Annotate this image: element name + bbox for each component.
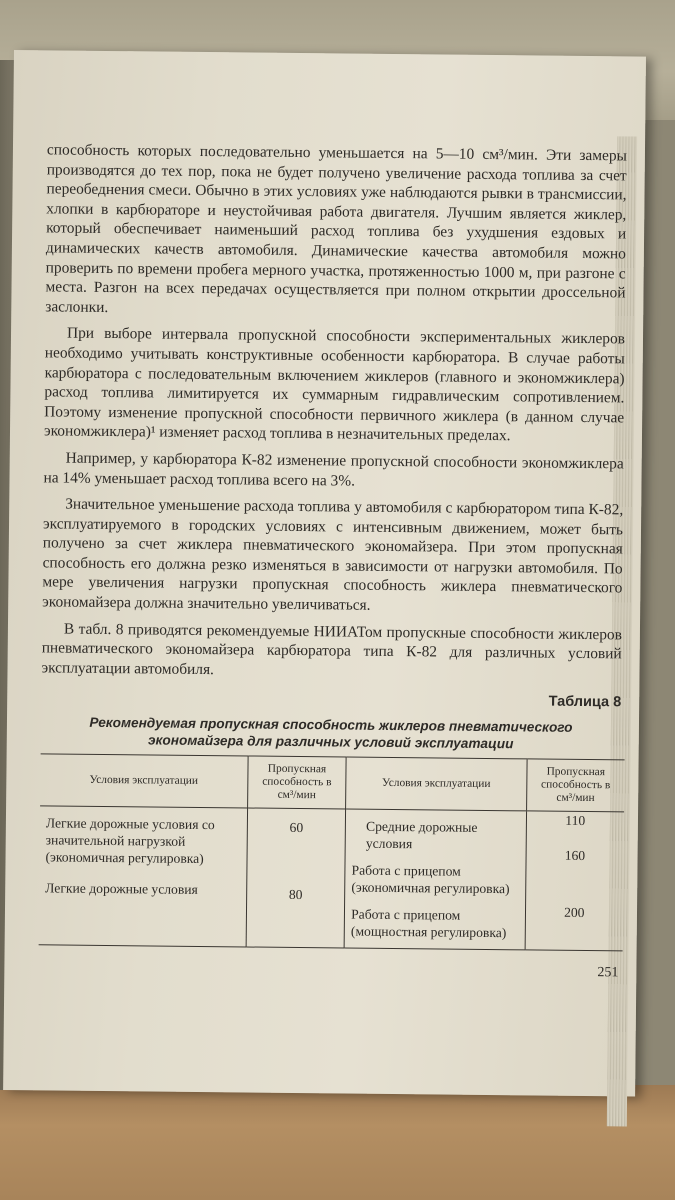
condition-trailer-power: Работа с прицепом (мощностная регулировка) (350, 906, 507, 941)
condition-light-loaded: Легкие дорожные условия со значительной нагрузкой (экономичная регулировка) (45, 815, 215, 867)
paragraph-3: Например, у карбюратора К-82 изменение пропускной способности экономжиклера на 14% уменьшает расход топлива всего на 3%. (43, 449, 624, 490)
value-60: 60 (289, 819, 304, 836)
page-content (38, 140, 627, 981)
paragraph-4: Значительное уменьшение расхода топлива у автомобиля с карбюратором типа К-82, эксплуатируемого в городских условиях с интенсивным движением, может быть получено за счет жиклера пневматического экономайзера. При этом пропускная способность его должна резко изменяться в зависимости от нагрузки автомобиля. По мере увеличения нагрузки пропускная способность жиклера пневматического экономайзера должна значительно увеличиваться. (42, 495, 624, 614)
condition-medium: Средние дорожные условия (365, 818, 478, 852)
recommendation-table (39, 753, 625, 951)
value-110: 110 (565, 812, 586, 829)
table-label: Таблица 8 (548, 694, 622, 711)
desk-surface (0, 1085, 675, 1200)
table-row (39, 806, 624, 951)
page-number: 251 (597, 965, 619, 981)
header-conditions-right: Условия эксплуатации (346, 757, 527, 811)
paragraph-2: При выборе интервала пропускной способности экспериментальных жиклеров необходимо учитывать конструктивные особенности карбюратора. В случае работы карбюратора с последовательным включением жиклеров (главного и экономжиклера) расход топлива лимитируется их суммарным гидравлическим сопротивлением. Поэтому изменение пропускной способности первичного жиклера (в данном случае экономжиклера)¹ изменяет расход топлива в незначительных пределах. (43, 324, 626, 445)
paragraph-1: способность которых последовательно уменьшается на 5—10 см³/мин. Эти замеры производятся до тех пор, пока не будет получено увеличение расхода топлива за счет переобеднения смеси. Обычно в этих условиях уже наблюдаются рывки в трансмиссии, хлопки в карбюраторе и неустойчивая работа двигателя. Лучшим является жиклер, который обеспечивает наименьший расход топлива без ухудшения ездовых и динамических качеств автомобиля. Динамические качества автомобиля можно проверить по времени пробега мерного участка, протяженностью 1000 м, при разгоне с места. Разгон на всех передачах осуществляется при полном открытии дроссельной заслонки. (45, 141, 628, 316)
value-80: 80 (288, 886, 303, 903)
condition-light: Легкие дорожные условия (45, 880, 198, 898)
right-conditions-cell (344, 809, 526, 950)
table-header-row (40, 754, 625, 812)
right-values-cell (525, 811, 624, 951)
paragraph-5: В табл. 8 приводятся рекомендуемые НИИАТом пропускные способности жиклеров пневматического экономайзера карбюратора типа К-82 для различных условий эксплуатации автомобиля. (41, 620, 623, 678)
left-conditions-cell (39, 806, 248, 947)
table-title: Рекомендуемая пропускная способность жиклеров пневматического экономайзера для различных условий эксплуатации (89, 714, 573, 752)
header-conditions-left: Условия эксплуатации (40, 754, 248, 808)
book-page (3, 50, 646, 1097)
value-160: 160 (564, 847, 586, 864)
header-capacity-right: Пропускная способность в см³/мин (526, 759, 624, 812)
left-values-cell (246, 808, 346, 948)
value-200: 200 (564, 904, 585, 921)
header-capacity-left: Пропускная способность в см³/мин (247, 756, 346, 809)
condition-trailer-economy: Работа с прицепом (экономичная регулировка) (351, 862, 510, 897)
